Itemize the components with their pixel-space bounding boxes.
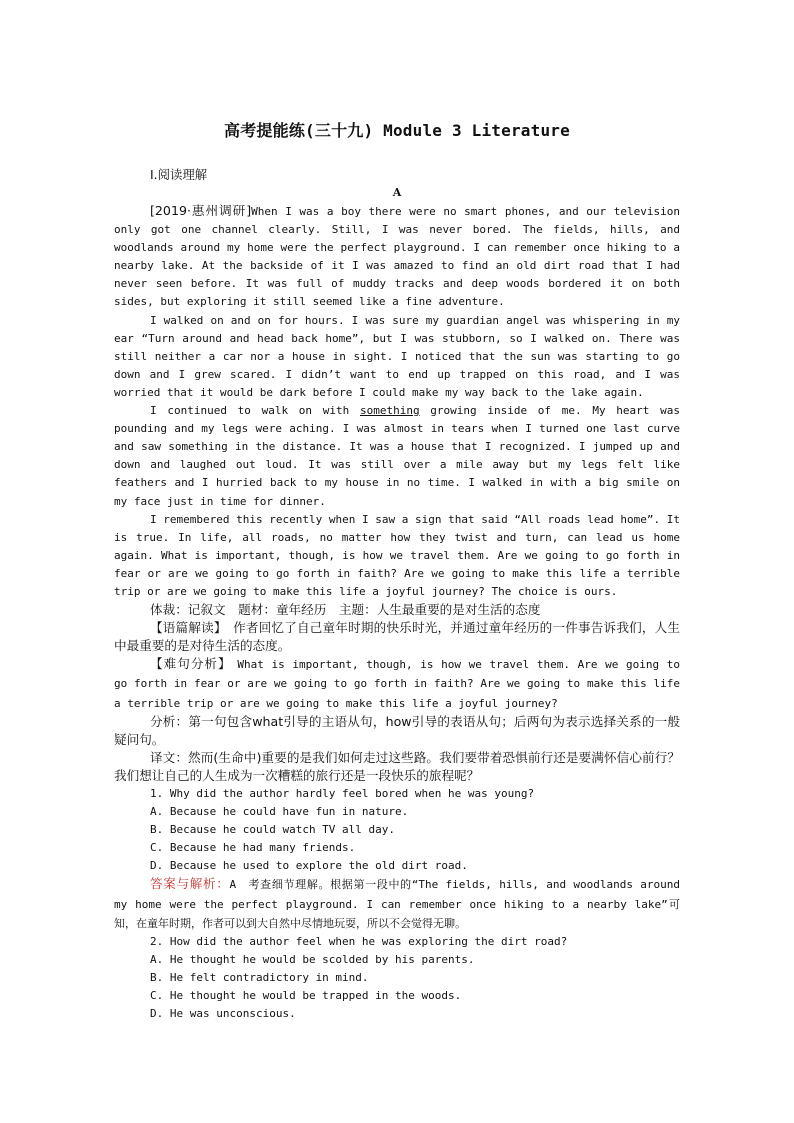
question-2 xyxy=(114,933,680,1023)
difficult-label: 【难句分析】 xyxy=(150,656,226,672)
paragraph-3-after: growing inside of me. My heart was pounding and my legs were aching. I was almost in tears when I turned one last curve and saw something in the distance. It was a house that I recognized. I jumped up and down and laughed out loud. It was still over a mile away but my legs felt like feathers and I hurried back to my house in no time. I walked in with a big smile on my face just in time for dinner. xyxy=(114,404,680,508)
analysis-paragraph: 分析：第一句包含what引导的主语从句，how引导的表语从句；后两句为表示选择关系的一般疑问句。 xyxy=(114,713,680,747)
answer-paragraph xyxy=(114,875,680,932)
difficult-text: What is important, though, is how we travel them. Are we going to go forth in fear or are we going to go forth in faith? Are we going to make this life a terrible trip or are we going to make this life a joyful journey? xyxy=(114,658,681,710)
difficult-sentence-paragraph xyxy=(114,655,680,712)
question-1 xyxy=(114,785,680,933)
option-a: A. Because he could have fun in nature. xyxy=(150,805,409,819)
option-d: D. Because he used to explore the old dirt road. xyxy=(150,859,468,873)
passage-paragraph-1 xyxy=(114,202,680,312)
option-c: C. Because he had many friends. xyxy=(150,841,356,855)
page-content xyxy=(114,118,680,1023)
answer-text: A 考查细节理解。根据第一段中的“The fields, hills, and woodlands around my home were the perfect playground. I can remember once hiking to a nearby lake”可知，在童年时期，作者可以到大自然中尽情地玩耍，所以不会觉得无聊。 xyxy=(114,878,680,930)
interpretation-text: 作者回忆了自己童年时期的快乐时光，并通过童年经历的一件事告诉我们，人生中最重要的是对待生活的态度。 xyxy=(114,620,681,654)
question-stem: 2. How did the author feel when he was exploring the dirt road? xyxy=(150,934,568,948)
passage-paragraph-3 xyxy=(114,402,680,511)
genre-line: 体裁：记叙文 题材：童年经历 主题：人生最重要的是对生活的态度 xyxy=(150,602,541,618)
section-heading: Ⅰ.阅读理解 xyxy=(150,167,208,182)
paragraph-1-text: When I was a boy there were no smart phones, and our television only got one channel clearly. Still, I was never bored. The fields, hills, and woodlands around my home were the perfect playground. I can remember once hiking to a nearby lake. At the backside of it I was amazed to find an old dirt road that I had never seen before. It was full of muddy tracks and deep woods bordered it on both sides, but exploring it still seemed like a fine adventure. xyxy=(114,205,680,309)
paragraph-3-before: I continued to walk on with xyxy=(150,404,360,418)
source-tag: [2019·惠州调研] xyxy=(150,203,252,218)
interpretation-label: 【语篇解读】 xyxy=(150,620,221,636)
interpretation-paragraph xyxy=(114,619,680,655)
option-b: B. Because he could watch TV all day. xyxy=(150,823,396,837)
page-title: 高考提能练(三十九) Module 3 Literature xyxy=(224,121,570,140)
passage-label: A xyxy=(392,186,402,199)
option-d: D. He was unconscious. xyxy=(150,1007,296,1021)
option-a: A. He thought he would be scolded by his parents. xyxy=(150,952,475,966)
option-c: C. He thought he would be trapped in the woods. xyxy=(150,989,462,1003)
passage-paragraph-4: I remembered this recently when I saw a sign that said “All roads lead home”. It is true. In life, all roads, no matter how they twist and turn, can lead us home again. What is important, though, is how we travel them. Are we going to go forth in fear or are we going to go forth in faith? Are we going to make this life a terrible trip or are we going to make this life a joyful journey? The choice is ours. xyxy=(114,512,680,598)
answer-label: 答案与解析： xyxy=(150,876,230,892)
option-b: B. He felt contradictory in mind. xyxy=(150,970,369,984)
translation-paragraph: 译文：然而(生命中)重要的是我们如何走过这些路。我们要带着恐惧前行还是要满怀信心前行？我们想让自己的人生成为一次糟糕的旅行还是一段快乐的旅程呢？ xyxy=(114,749,680,783)
underlined-word: something xyxy=(359,404,420,418)
passage-paragraph-2: I walked on and on for hours. I was sure my guardian angel was whispering in my ear “Turn around and head back home”, but I was stubborn, so I walked on. There was still neither a car nor a house in sight. I noticed that the sun was starting to go down and I grew scared. I didn’t want to end up trapped on this road, and I was worried that it would be dark before I could make my way back to the lake again. xyxy=(114,313,680,399)
question-stem: 1. Why did the author hardly feel bored when he was young? xyxy=(150,787,535,800)
